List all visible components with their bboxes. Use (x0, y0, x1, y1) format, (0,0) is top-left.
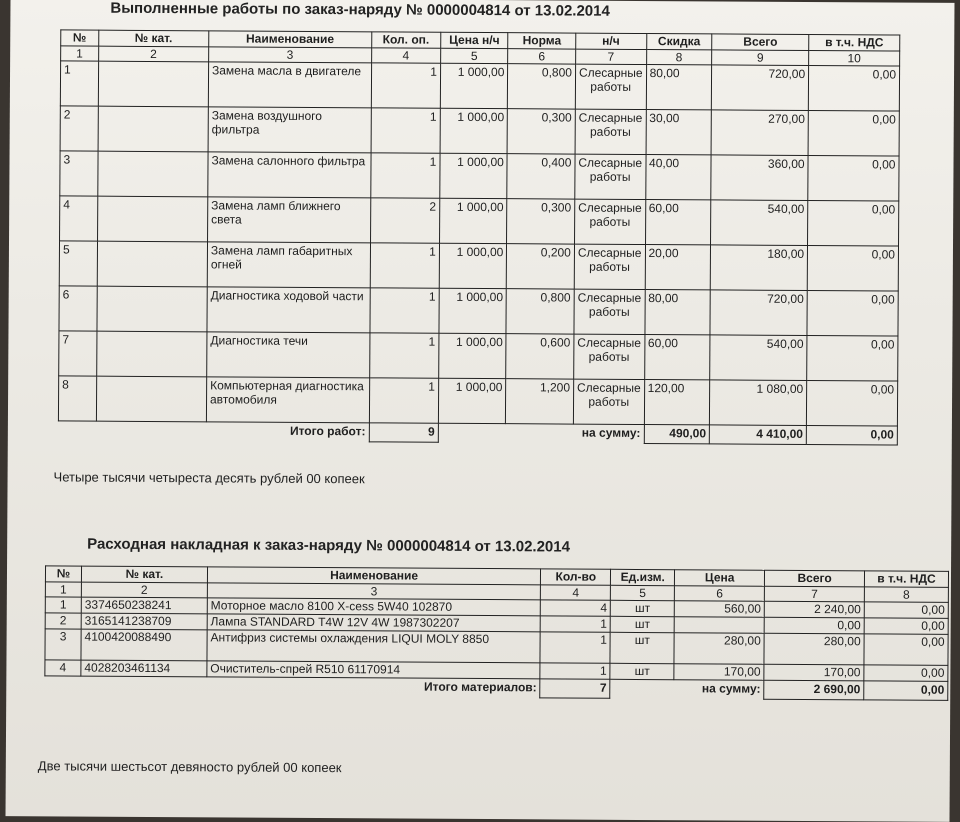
col-header-number: № (61, 30, 99, 46)
col-index: 7 (765, 586, 865, 602)
col-header-name: Наименование (209, 31, 372, 48)
col-index: 1 (61, 46, 99, 61)
row-total: 0,00 (764, 617, 864, 634)
row-discount: 80,00 (646, 65, 712, 110)
col-index: 4 (371, 48, 440, 63)
row-price: 1 000,00 (440, 153, 508, 198)
row-name: Антифриз системы охлаждения LIQUI MOLY 8850 (207, 630, 541, 663)
row-name: Очиститель-спрей R510 61170914 (207, 661, 541, 679)
col-index: 5 (611, 585, 675, 600)
row-qty: 4 (541, 600, 611, 616)
col-header-catalog: № кат. (98, 30, 208, 47)
row-number: 3 (45, 629, 81, 660)
col-index: 7 (576, 49, 647, 64)
row-discount: 120,00 (644, 380, 710, 425)
table-row (58, 376, 897, 426)
row-vat: 0,00 (807, 290, 898, 336)
row-discount: 40,00 (645, 155, 711, 200)
row-catalog (96, 331, 207, 377)
row-price: 1 000,00 (439, 288, 507, 333)
table-row (60, 106, 899, 156)
row-price: 1 000,00 (439, 333, 507, 378)
row-name: Замена воздушного фильтра (208, 107, 371, 153)
row-norm: 0,800 (506, 289, 574, 334)
row-type: Слесарные работы (575, 109, 646, 154)
row-qty: 1 (541, 616, 611, 632)
row-catalog (97, 196, 208, 242)
row-number: 1 (45, 597, 81, 613)
row-total: 2 240,00 (764, 601, 864, 618)
row-total: 170,00 (764, 664, 864, 681)
row-price (674, 617, 764, 634)
row-number: 4 (60, 196, 98, 241)
row-name: Замена салонного фильтра (208, 152, 371, 198)
row-vat: 0,00 (808, 200, 899, 246)
works-total-discount: 490,00 (644, 425, 710, 444)
row-vat: 0,00 (808, 156, 899, 202)
col-index: 9 (712, 50, 809, 66)
col-header-ops: Кол. оп. (371, 32, 440, 48)
row-type: Слесарные работы (575, 64, 646, 109)
row-name: Лампа STANDARD T4W 12V 4W 1987302207 (207, 614, 541, 632)
row-catalog (96, 376, 207, 422)
works-total-qty: 9 (369, 423, 438, 442)
col-header-number: № (45, 566, 81, 582)
works-total-label: Итого работ: (289, 423, 366, 439)
col-header-price: Цена (675, 570, 765, 587)
row-number: 1 (60, 61, 98, 106)
row-price: 1 000,00 (439, 198, 507, 243)
row-catalog (98, 61, 209, 107)
row-catalog (97, 151, 208, 197)
works-sum-in-words: Четыре тысячи четыреста десять рублей 00 копеек (53, 469, 365, 487)
row-total: 1 080,00 (710, 380, 807, 426)
materials-sum-label: на сумму: (701, 681, 761, 696)
row-number: 2 (45, 613, 81, 629)
col-header-total: Всего (712, 34, 809, 51)
row-unit: шт (610, 663, 674, 679)
row-catalog (97, 286, 208, 332)
materials-sum-in-words: Две тысячи шестьсот девяносто рублей 00 копеек (37, 758, 342, 776)
row-ops: 1 (369, 378, 439, 423)
row-vat: 0,00 (807, 380, 898, 426)
col-header-qty: Кол-во (541, 569, 611, 585)
row-type: Слесарные работы (574, 334, 645, 379)
row-name: Компьютерная диагностика автомобиля (206, 377, 369, 423)
row-price: 1 000,00 (439, 243, 507, 288)
works-total-sum: 4 410,00 (709, 425, 806, 445)
row-norm: 0,300 (507, 199, 575, 244)
row-total: 720,00 (710, 290, 807, 336)
document-sheet (6, 0, 955, 822)
row-qty: 1 (540, 663, 610, 679)
col-header-total: Всего (765, 570, 865, 587)
materials-total-sum: 2 690,00 (764, 680, 864, 700)
materials-total-label: Итого материалов: (423, 679, 537, 695)
row-vat: 0,00 (808, 66, 899, 112)
row-ops: 1 (370, 153, 440, 198)
row-price: 560,00 (675, 601, 765, 618)
table-row (60, 196, 899, 246)
col-index: 2 (81, 582, 207, 598)
row-name: Замена ламп ближнего света (207, 197, 370, 243)
row-total: 360,00 (711, 155, 808, 201)
col-header-discount: Скидка (646, 34, 712, 50)
row-total: 270,00 (711, 110, 808, 156)
col-index: 4 (541, 585, 611, 600)
row-type: Слесарные работы (573, 379, 644, 424)
row-unit: шт (610, 632, 674, 663)
row-qty: 1 (540, 632, 610, 663)
row-catalog: 4100420088490 (81, 629, 207, 661)
col-index: 6 (675, 586, 765, 602)
table-row (60, 61, 899, 111)
row-vat: 0,00 (864, 602, 948, 619)
row-total: 720,00 (712, 65, 809, 111)
row-total: 540,00 (710, 335, 807, 381)
row-vat: 0,00 (807, 245, 898, 291)
works-table (58, 29, 900, 445)
row-number: 3 (60, 151, 98, 196)
row-discount: 60,00 (644, 335, 710, 380)
row-vat: 0,00 (864, 634, 948, 666)
materials-total-vat: 0,00 (864, 681, 948, 701)
row-ops: 1 (370, 288, 440, 333)
row-name: Замена масла в двигателе (208, 62, 371, 108)
row-norm: 0,300 (507, 109, 575, 154)
row-vat: 0,00 (864, 618, 948, 635)
row-type: Слесарные работы (574, 244, 645, 289)
col-header-catalog: № кат. (81, 566, 207, 583)
row-price: 170,00 (674, 664, 764, 681)
row-catalog: 3165141238709 (81, 613, 207, 630)
row-norm: 0,200 (507, 244, 575, 289)
row-unit: шт (610, 616, 674, 632)
col-index: 8 (864, 587, 948, 603)
row-catalog: 3374650238241 (81, 597, 207, 614)
row-type: Слесарные работы (574, 289, 645, 334)
row-price: 1 000,00 (440, 108, 508, 153)
row-number: 8 (58, 376, 96, 421)
row-price: 1 000,00 (438, 378, 506, 423)
row-catalog: 4028203461134 (81, 660, 207, 677)
row-ops: 2 (370, 198, 440, 243)
row-ops: 1 (369, 333, 439, 378)
row-vat: 0,00 (808, 111, 899, 157)
table-row (59, 331, 898, 381)
works-total-vat: 0,00 (806, 425, 897, 445)
col-header-unit: Ед.изм. (611, 569, 675, 585)
col-header-price: Цена н/ч (441, 32, 509, 48)
row-number: 7 (59, 331, 97, 376)
works-total-row (58, 421, 897, 445)
col-header-vat: в т.ч. НДС (809, 35, 900, 52)
row-number: 2 (60, 106, 98, 151)
table-row (60, 151, 899, 201)
row-norm: 0,800 (508, 64, 576, 109)
table-row (59, 286, 898, 336)
row-norm: 1,200 (506, 379, 574, 424)
col-index: 3 (209, 47, 372, 63)
row-name: Диагностика ходовой части (207, 287, 370, 333)
row-price: 280,00 (674, 633, 764, 665)
row-total: 280,00 (764, 633, 864, 665)
col-index: 1 (45, 582, 81, 597)
row-name: Моторное масло 8100 X-cess 5W40 102870 (207, 598, 541, 616)
works-sum-label: на сумму: (581, 425, 641, 440)
row-norm: 0,400 (507, 154, 575, 199)
row-ops: 1 (371, 108, 441, 153)
row-discount: 60,00 (645, 200, 711, 245)
row-type: Слесарные работы (574, 199, 645, 244)
row-name: Диагностика течи (207, 332, 370, 378)
row-name: Замена ламп габаритных огней (207, 242, 370, 288)
row-vat: 0,00 (807, 335, 898, 381)
col-index: 6 (508, 49, 576, 64)
row-price: 1 000,00 (440, 63, 508, 108)
row-discount: 30,00 (646, 110, 712, 155)
row-discount: 80,00 (644, 290, 710, 335)
materials-total-qty: 7 (540, 679, 610, 698)
col-index: 8 (646, 50, 712, 65)
row-total: 540,00 (711, 200, 808, 246)
row-number: 4 (45, 660, 81, 676)
materials-title: Расходная накладная к заказ-наряду № 0000004814 от 13.02.2014 (87, 535, 571, 556)
row-number: 6 (59, 286, 97, 331)
row-type: Слесарные работы (575, 154, 646, 199)
row-discount: 20,00 (645, 245, 711, 290)
col-index: 3 (207, 583, 541, 600)
table-row (59, 241, 898, 291)
col-header-name: Наименование (207, 567, 541, 585)
col-header-norm: Норма (508, 33, 576, 49)
col-header-vat: в т.ч. НДС (864, 571, 948, 588)
row-ops: 1 (370, 243, 440, 288)
row-vat: 0,00 (864, 665, 948, 682)
works-title: Выполненные работы по заказ-наряду № 0000004814 от 13.02.2014 (110, 0, 610, 20)
col-index: 10 (809, 51, 900, 67)
col-index: 5 (440, 48, 508, 63)
row-total: 180,00 (710, 245, 807, 291)
materials-table (44, 565, 949, 701)
col-header-hour: н/ч (576, 33, 647, 49)
row-catalog (97, 241, 208, 287)
row-number: 5 (59, 241, 97, 286)
row-catalog (98, 106, 209, 152)
row-ops: 1 (371, 63, 441, 108)
row-unit: шт (611, 600, 675, 616)
row-norm: 0,600 (506, 334, 574, 379)
col-index: 2 (98, 46, 208, 62)
